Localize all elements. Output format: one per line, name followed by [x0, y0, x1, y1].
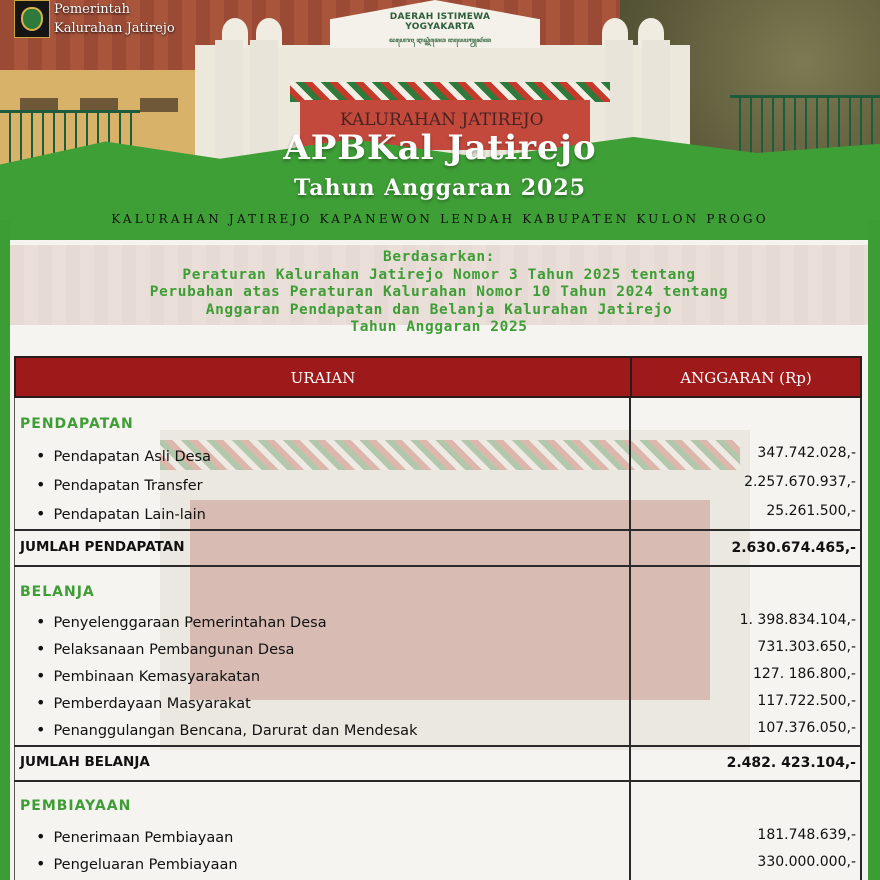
basis-line: Peraturan Kalurahan Jatirejo Nomor 3 Tahun 2025 tentang: [182, 266, 696, 283]
table-row: • Pendapatan Lain-lain: [36, 504, 206, 523]
basis-line: Tahun Anggaran 2025: [350, 319, 528, 335]
fiscal-year: Tahun Anggaran 2025: [294, 175, 586, 201]
column-divider: [629, 398, 631, 880]
amount-cell: 181.748.639,-: [757, 827, 856, 843]
amount-cell: 731.303.650,-: [757, 639, 856, 655]
basis-line: Berdasarkan:: [383, 249, 495, 265]
column-header-anggaran: ANGGARAN (Rp): [680, 369, 812, 387]
section-pendapatan: PENDAPATAN: [20, 416, 134, 432]
arch-sign-text: KALURAHAN JATIREJO: [340, 110, 544, 130]
amount-cell: 347.742.028,-: [757, 445, 856, 461]
row-divider: [14, 745, 862, 747]
table-row: • Pendapatan Transfer: [36, 475, 203, 494]
table-row: • Pembinaan Kemasyarakatan: [36, 666, 260, 685]
table-row: • Pemberdayaan Masyarakat: [36, 693, 251, 712]
basis-line: Perubahan atas Peraturan Kalurahan Nomor 10 Tahun 2024 tentang: [149, 284, 729, 300]
total-belanja-label: JUMLAH BELANJA: [20, 754, 150, 770]
table-row: • Penerimaan Pembiayaan: [36, 827, 233, 846]
section-pembiayaan: PEMBIAYAAN: [20, 798, 132, 814]
table-row: • Pelaksanaan Pembangunan Desa: [36, 639, 294, 658]
legal-basis: [10, 249, 868, 337]
table-border: [860, 398, 862, 880]
total-pendapatan-amount: 2.630.674.465,-: [731, 540, 856, 556]
table-row: • Penanggulangan Bencana, Darurat dan Mendesak: [36, 720, 417, 739]
plate-text: DAERAH ISTIMEWA YOGYAKARTA: [389, 12, 491, 32]
faded-ornament: [160, 440, 740, 470]
kalurahan-logo-icon: [14, 0, 50, 38]
total-pendapatan-label: JUMLAH PENDAPATAN: [20, 539, 185, 555]
window: [140, 98, 178, 112]
total-belanja-amount: 2.482. 423.104,-: [726, 755, 856, 771]
org-name: [54, 0, 175, 38]
green-border-right: [868, 220, 880, 880]
row-divider: [14, 529, 862, 531]
amount-cell: 1. 398.834.104,-: [739, 612, 856, 628]
table-row: • Pengeluaran Pembiayaan: [36, 854, 238, 873]
table-header: [14, 356, 862, 398]
basis-line: Anggaran Pendapatan dan Belanja Kalurahan Jatirejo: [205, 301, 673, 318]
arch-ornament: [290, 82, 610, 102]
column-header-uraian: URAIAN: [16, 358, 632, 398]
org-line-1: Pemerintah: [54, 2, 130, 17]
section-belanja: BELANJA: [20, 584, 95, 600]
row-divider: [14, 780, 862, 782]
amount-cell: 117.722.500,-: [757, 693, 856, 709]
arch-plate: [360, 12, 520, 44]
amount-cell: 330.000.000,-: [757, 854, 856, 870]
table-row: • Penyelenggaraan Pemerintahan Desa: [36, 612, 327, 631]
amount-cell: 2.257.670.937,-: [744, 474, 856, 490]
page-title: APBKal Jatirejo: [283, 128, 597, 168]
plate-javanese: ꦢꦲꦺꦫꦃ ꦆꦱ꧀ꦠꦶꦩꦺꦮ ꦔꦪꦺꦴꦒꦾꦏꦂꦠ: [389, 37, 491, 44]
org-line-2: Kalurahan Jatirejo: [54, 21, 175, 36]
table-row: • Pendapatan Asli Desa: [36, 446, 211, 465]
row-divider: [14, 565, 862, 567]
amount-cell: 107.376.050,-: [757, 720, 856, 736]
amount-cell: 25.261.500,-: [766, 503, 856, 519]
amount-cell: 127. 186.800,-: [752, 666, 856, 682]
budget-table: [14, 356, 862, 873]
subtitle: KALURAHAN JATIREJO KAPANEWON LENDAH KABUPATEN KULON PROGO: [111, 212, 769, 226]
green-border-left: [0, 220, 10, 880]
table-border: [14, 398, 15, 880]
